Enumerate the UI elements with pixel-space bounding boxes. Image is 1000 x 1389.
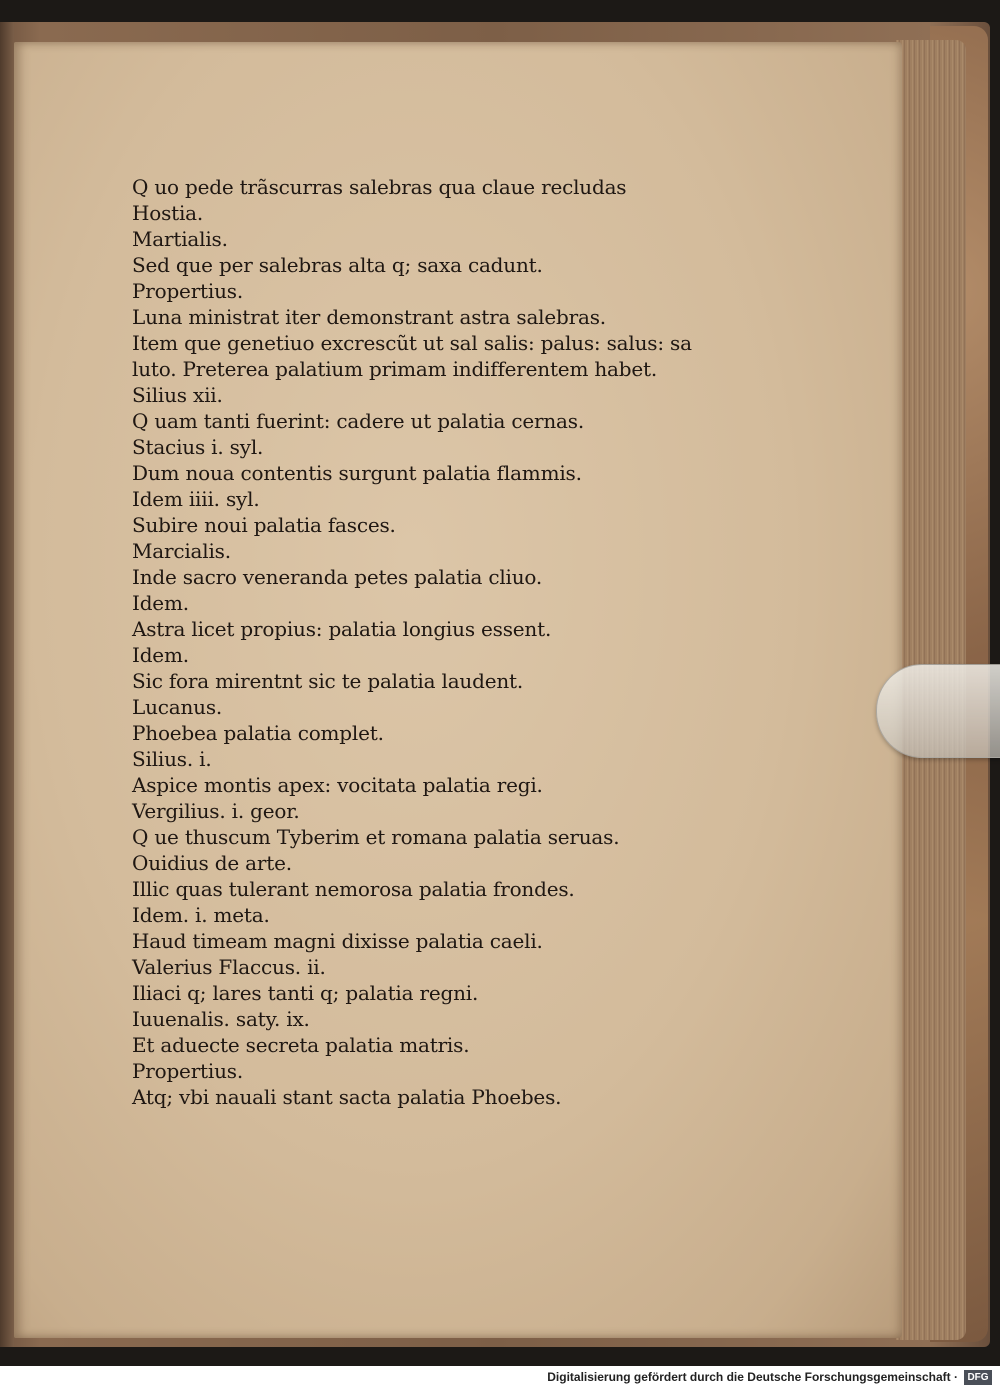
book-spine <box>0 22 14 1347</box>
text-line: Q ue thuscum Tyberim et romana palatia seruas. <box>132 825 620 849</box>
text-line: Marcialis. <box>132 539 231 563</box>
text-line: Inde sacro veneranda petes palatia cliuo. <box>132 565 543 589</box>
text-line: Aspice montis apex: vocitata palatia regi. <box>132 773 543 797</box>
credit-text <box>547 1370 958 1384</box>
text-line: Vergilius. i. geor. <box>132 799 300 823</box>
text-line: Illic quas tulerant nemorosa palatia frondes. <box>132 877 575 901</box>
text-line: Iliaci q; lares tanti q; palatia regni. <box>132 981 479 1005</box>
dfg-logo: DFG <box>964 1370 992 1385</box>
text-line: Atq; vbi nauali stant sacta palatia Phoebes. <box>132 1085 562 1109</box>
text-line: Idem. <box>132 591 189 615</box>
text-line: Subire noui palatia fasces. <box>132 513 396 537</box>
text-line: luto. Preterea palatium primam indifferentem habet. <box>132 357 658 381</box>
text-line: Et aduecte secreta palatia matris. <box>132 1033 470 1057</box>
text-line: Luna ministrat iter demonstrant astra salebras. <box>132 305 606 329</box>
text-line: Propertius. <box>132 279 243 303</box>
text-line: Q uam tanti fuerint: cadere ut palatia cernas. <box>132 409 584 433</box>
text-line: Martialis. <box>132 227 228 251</box>
text-line: Idem. i. meta. <box>132 903 270 927</box>
text-line: Sic fora mirentnt sic te palatia laudent. <box>132 669 524 693</box>
text-line: Hostia. <box>132 201 204 225</box>
text-line: Dum noua contentis surgunt palatia flammis. <box>132 461 582 485</box>
page-holder-clip <box>876 664 1000 758</box>
credit-separator: · <box>954 1370 958 1384</box>
credit-bar <box>0 1366 1000 1389</box>
text-line: Item que genetiuo excrescũt ut sal salis: palus: salus: sa <box>132 331 692 355</box>
text-line: Valerius Flaccus. ii. <box>132 955 326 979</box>
text-line: Haud timeam magni dixisse palatia caeli. <box>132 929 543 953</box>
text-line: Phoebea palatia complet. <box>132 721 384 745</box>
text-line: Ouidius de arte. <box>132 851 292 875</box>
text-line: Idem. <box>132 643 189 667</box>
book-page <box>14 42 902 1338</box>
text-line: Sed que per salebras alta q; saxa cadunt. <box>132 253 543 277</box>
text-line: Iuuenalis. saty. ix. <box>132 1007 310 1031</box>
text-line: Stacius i. syl. <box>132 435 264 459</box>
text-line: Idem iiii. syl. <box>132 487 260 511</box>
text-line: Silius. i. <box>132 747 212 771</box>
credit-label: Digitalisierung gefördert durch die Deutsche Forschungsgemeinschaft <box>547 1370 951 1384</box>
text-line: Astra licet propius: palatia longius essent. <box>132 617 552 641</box>
text-line: Lucanus. <box>132 695 223 719</box>
text-line: Propertius. <box>132 1059 243 1083</box>
text-line: Silius xii. <box>132 383 223 407</box>
text-line: Q uo pede trãscurras salebras qua claue recludas <box>132 175 627 199</box>
page-text-block <box>132 174 732 1110</box>
